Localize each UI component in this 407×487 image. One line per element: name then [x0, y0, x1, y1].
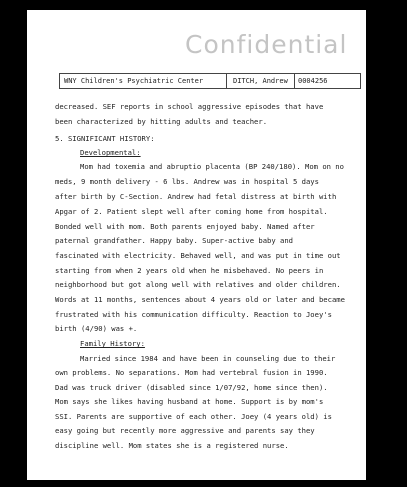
patient-name: DITCH, Andrew	[233, 77, 288, 85]
body-line: discipline well. Mom states she is a registered nurse.	[55, 441, 289, 450]
header-divider	[294, 74, 295, 88]
body-line: decreased. SEF reports in school aggressive episodes that have	[55, 102, 324, 111]
header-divider	[226, 74, 227, 88]
body-line: Bonded well with mom. Both parents enjoyed baby. Named after	[55, 222, 315, 231]
body-line: starting from when 2 years old when he misbehaved. No peers in	[55, 266, 324, 275]
body-line: Words at 11 months, sentences about 4 years old or later and became	[55, 295, 345, 304]
body-line: easy going but recently more aggressive and parents say they	[55, 426, 315, 435]
subheading-family-history: Family History:	[80, 339, 145, 348]
body-line: own problems. No separations. Mom had vertebral fusion in 1990.	[55, 368, 328, 377]
body-line: fascinated with electricity. Behaved well, and was put in time out	[55, 251, 341, 260]
body-line: been characterized by hitting adults and teacher.	[55, 117, 268, 126]
body-line: Apgar of 2. Patient slept well after coming home from hospital.	[55, 207, 328, 216]
header-box	[59, 73, 361, 89]
subheading-developmental: Developmental:	[80, 148, 141, 157]
body-line: Mom had toxemia and abruptio placenta (BP 240/180). Mom on no	[80, 162, 344, 171]
facility-name: WNY Children's Psychiatric Center	[64, 77, 204, 85]
body-line: after birth by C-Section. Andrew had fetal distress at birth with	[55, 192, 337, 201]
document-page	[27, 10, 366, 480]
body-line: frustrated with his communication difficulty. Reaction to Joey's	[55, 310, 332, 319]
body-line: birth (4/90) was +.	[55, 324, 138, 333]
body-line: SSI. Parents are supportive of each other. Joey (4 years old) is	[55, 412, 332, 421]
body-line: Married since 1984 and have been in counseling due to their	[80, 354, 336, 363]
body-line: paternal grandfather. Happy baby. Super-active baby and	[55, 236, 293, 245]
body-line: Dad was truck driver (disabled since 1/07/92, home since then).	[55, 383, 328, 392]
body-line: meds, 9 month delivery - 6 lbs. Andrew was in hospital 5 days	[55, 177, 319, 186]
record-number: 0004256	[298, 77, 328, 85]
confidential-watermark: Confidential	[185, 30, 348, 59]
body-line: neighborhood but got along well with relatives and older children.	[55, 280, 341, 289]
body-line: Mom says she likes having husband at home. Support is by mom's	[55, 397, 324, 406]
section-heading: 5. SIGNIFICANT HISTORY:	[55, 134, 155, 143]
